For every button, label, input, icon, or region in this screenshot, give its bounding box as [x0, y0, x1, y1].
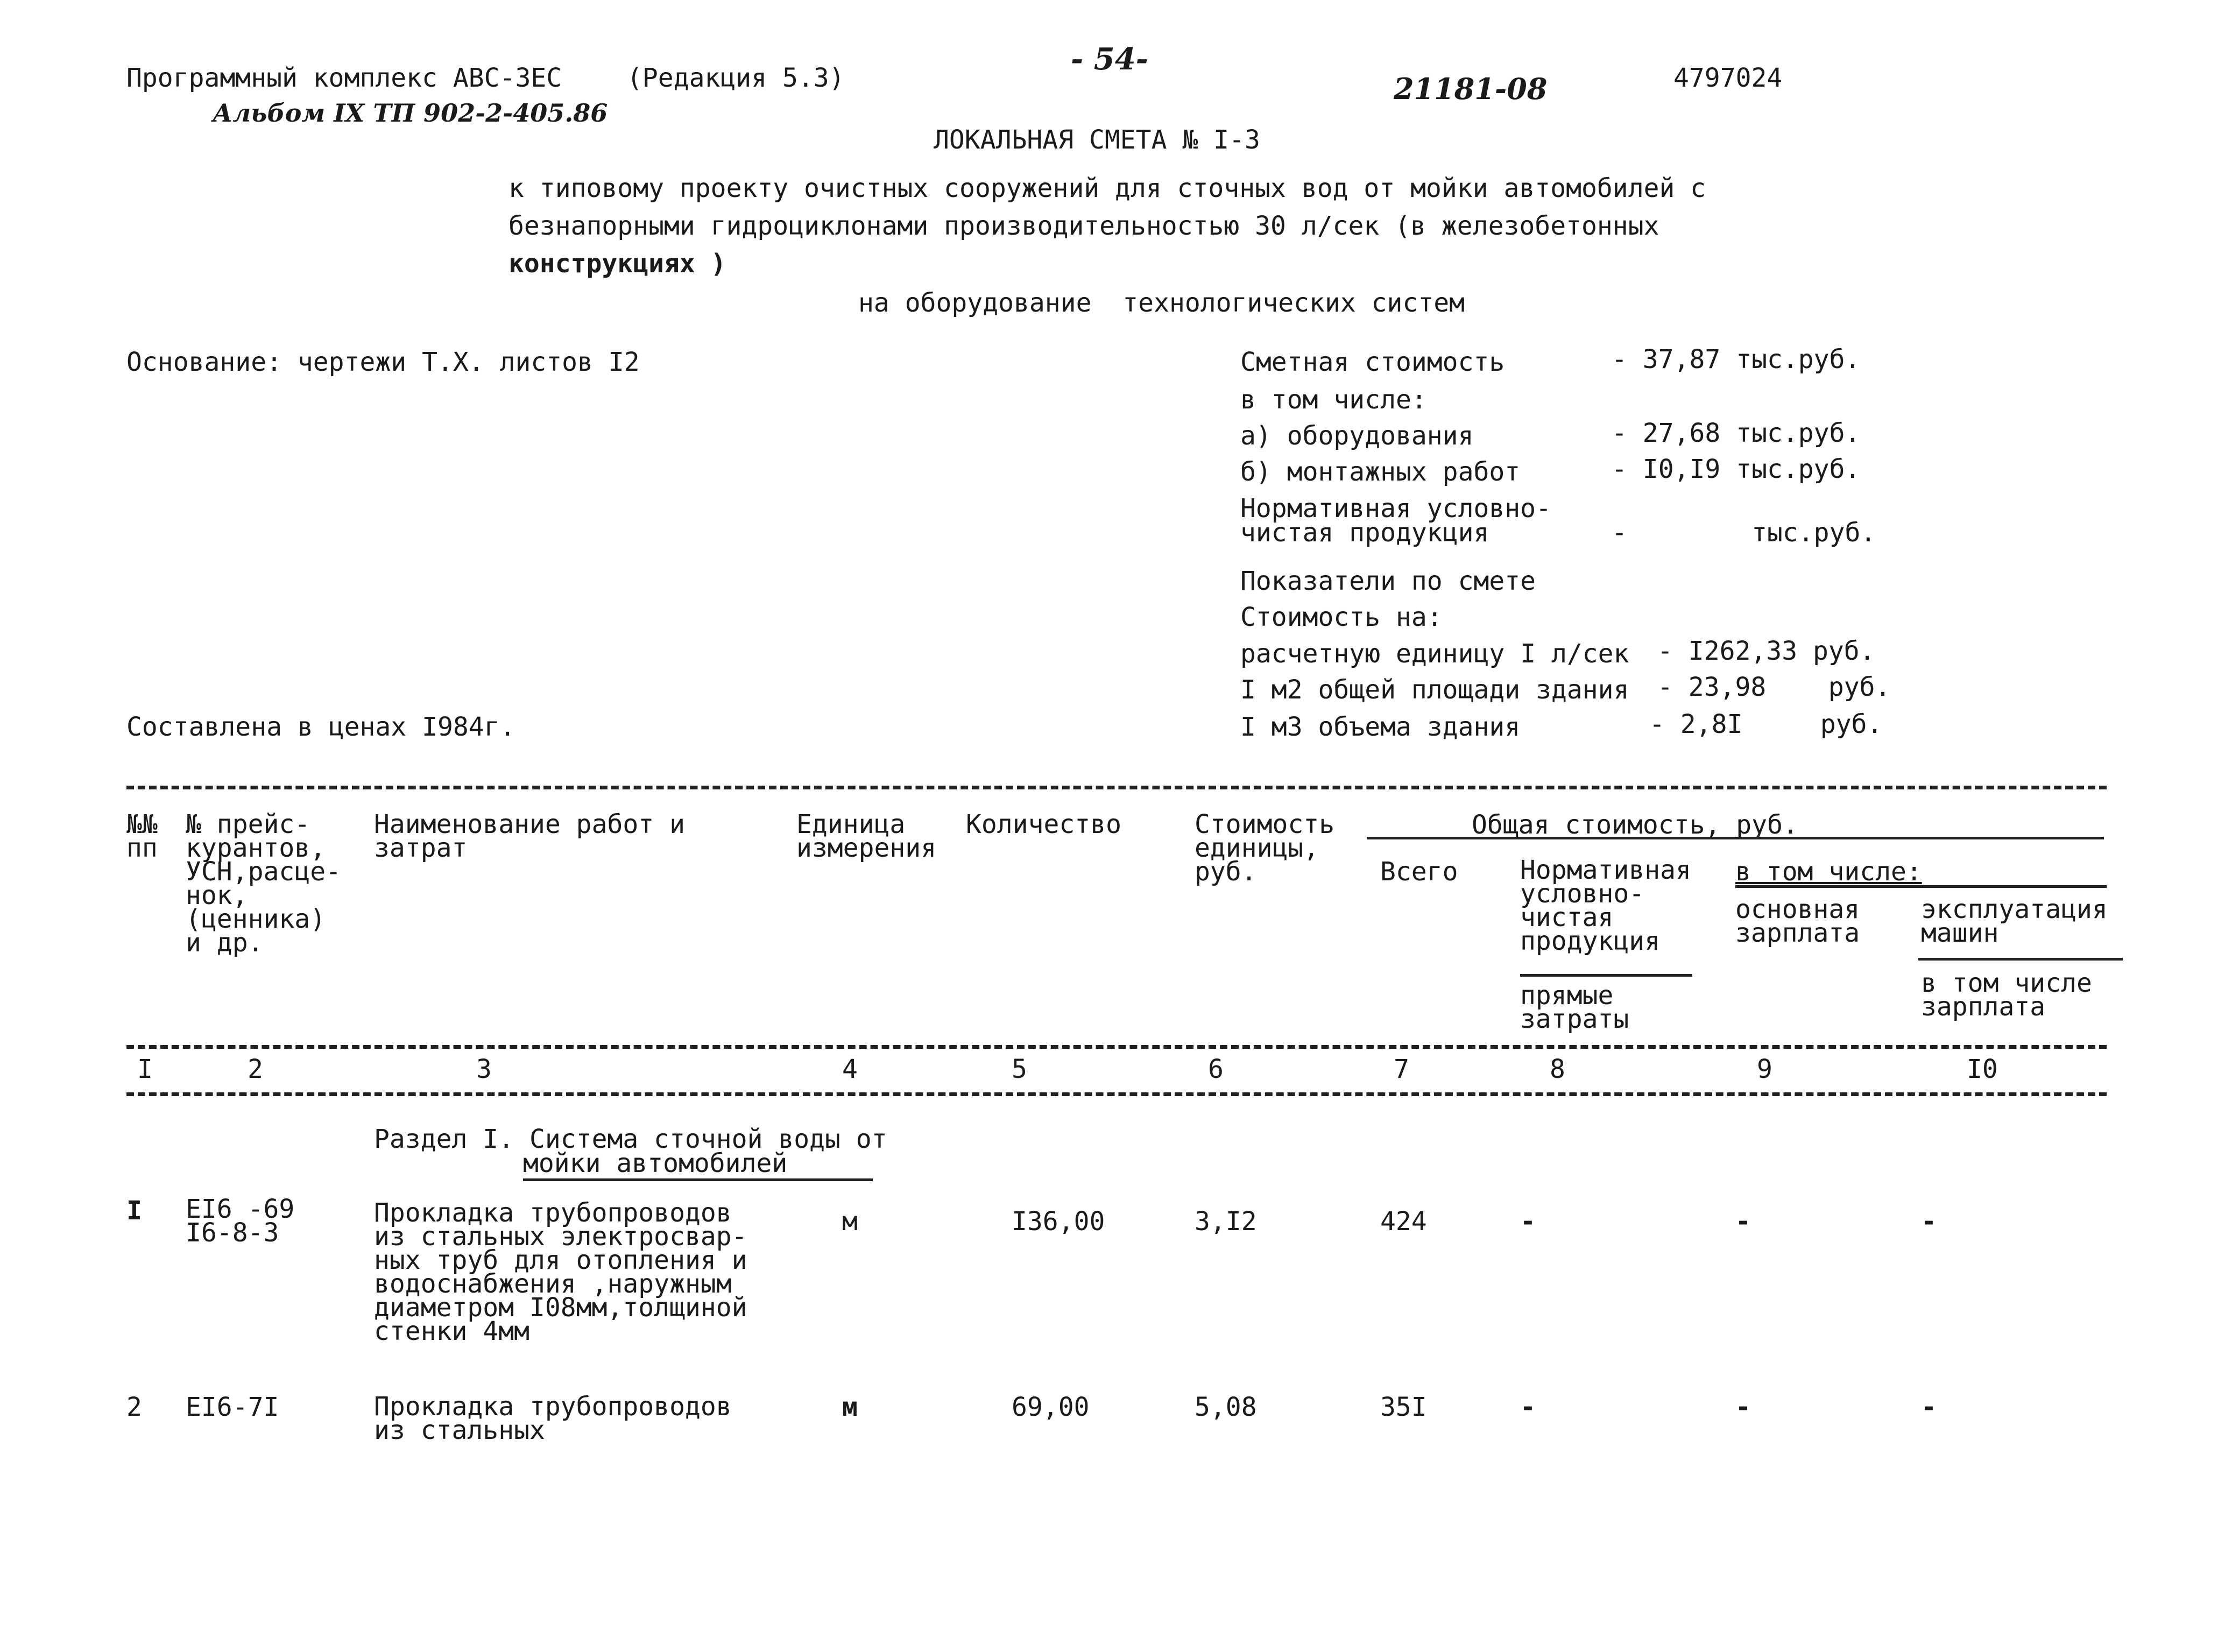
- installation-label: б) монтажных работ: [1240, 457, 1521, 487]
- row-quantity: 69,00: [1012, 1392, 1090, 1422]
- col-header-quantity: Количество: [966, 809, 1121, 839]
- table-top-rule: [126, 786, 2107, 789]
- col-header-base-salary: основная зарплата: [1735, 894, 1860, 948]
- row-name: Прокладка трубопроводов из стальных электросвар- ных труб для отопления и водоснабжения ,наружным диаметром I08мм,толщиной стенки 4мм: [374, 1198, 747, 1346]
- section-title-line-1: Раздел I. Система сточной воды от: [374, 1124, 887, 1154]
- document-code: 21181-08: [1394, 72, 1548, 106]
- per-m3-value: - 2,8I руб.: [1649, 709, 1883, 739]
- indicators-label: Показатели по смете: [1240, 566, 1536, 596]
- row-unit: м: [842, 1206, 858, 1237]
- col-header-unit-cost: Стоимость единицы, руб.: [1195, 809, 1335, 887]
- total-group-underline: [1367, 837, 2104, 839]
- program-name: Программный комплекс АВС-3ЕС: [126, 63, 562, 93]
- row-code: EI6 -69 I6-8-3: [186, 1194, 295, 1248]
- numbers-bottom-rule: [126, 1092, 2107, 1096]
- col-number-8: 8: [1550, 1054, 1565, 1084]
- including-underline: [1735, 885, 2107, 888]
- net-production-label-1: Нормативная условно-: [1240, 493, 1551, 524]
- installation-value: - I0,I9 тыс.руб.: [1612, 454, 1861, 484]
- estimated-cost-label: Сметная стоимость: [1240, 347, 1505, 377]
- row-number: I: [126, 1196, 142, 1226]
- row-code: EI6-7I: [186, 1392, 279, 1422]
- prices-year: Составлена в ценах I984г.: [126, 712, 515, 742]
- per-unit-value: - I262,33 руб.: [1657, 636, 1875, 666]
- row-unit-price: 5,08: [1195, 1392, 1257, 1422]
- col-header-price-list: № прейс- курантов, УСН,расце- нок, (ценника) и др.: [186, 809, 341, 958]
- col-header-number: №№ пп: [126, 809, 158, 863]
- col-number-1: I: [137, 1054, 153, 1084]
- basis: Основание: чертежи Т.Х. листов I2: [126, 347, 640, 377]
- header-bottom-rule: [126, 1045, 2107, 1049]
- edition: (Редакция 5.3): [627, 63, 845, 93]
- col-number-4: 4: [842, 1054, 858, 1084]
- col-number-2: 2: [248, 1054, 263, 1084]
- col-number-10: I0: [1967, 1054, 1998, 1084]
- col-number-3: 3: [476, 1054, 492, 1084]
- col-header-net-production: Нормативная условно- чистая продукция: [1520, 855, 1691, 956]
- net-production-underline: [1520, 974, 1692, 977]
- subtitle-line-2: безнапорными гидроциклонами производительностью 30 л/сек (в железобетонных: [508, 211, 1659, 241]
- equipment-value: - 27,68 тыс.руб.: [1612, 418, 1861, 448]
- page-number: - 54-: [1071, 41, 1148, 77]
- per-m2-label: I м2 общей площади здания: [1240, 675, 1629, 705]
- including-label: в том числе:: [1240, 385, 1427, 415]
- document-number: 4797024: [1673, 63, 1783, 93]
- col-number-6: 6: [1208, 1054, 1224, 1084]
- subtitle-line-3: конструкциях ): [508, 249, 726, 279]
- col-header-unit: Единица измерения: [796, 809, 937, 863]
- estimated-cost-value: - 37,87 тыс.руб.: [1612, 344, 1861, 375]
- subtitle-line-4: на оборудование технологических систем: [858, 288, 1465, 318]
- section-underline: [523, 1178, 873, 1181]
- net-production-label-2: чистая продукция: [1240, 518, 1489, 548]
- col-number-9: 9: [1757, 1054, 1772, 1084]
- section-title-line-2: мойки автомобилей: [523, 1148, 788, 1178]
- machine-operation-underline: [1918, 958, 2123, 961]
- row-number: 2: [126, 1392, 142, 1422]
- row-machine-operation: -: [1921, 1206, 1937, 1237]
- col-header-work-name: Наименование работ и затрат: [374, 809, 685, 863]
- document-title: ЛОКАЛЬНАЯ СМЕТА № I-3: [934, 125, 1260, 155]
- subtitle-line-1: к типовому проекту очистных сооружений для сточных вод от мойки автомобилей с: [508, 173, 1706, 203]
- row-total: 424: [1380, 1206, 1427, 1237]
- row-base-salary: -: [1735, 1392, 1751, 1422]
- col-group-total-cost: Общая стоимость, руб.: [1472, 810, 1798, 840]
- row-net-production: -: [1520, 1392, 1536, 1422]
- per-m3-label: I м3 объема здания: [1240, 712, 1521, 742]
- row-quantity: I36,00: [1012, 1206, 1105, 1237]
- col-header-direct-costs: прямые затраты: [1520, 980, 1629, 1034]
- row-unit: м: [842, 1392, 858, 1422]
- per-m2-value: - 23,98 руб.: [1657, 672, 1891, 702]
- row-unit-price: 3,I2: [1195, 1206, 1257, 1237]
- col-number-7: 7: [1394, 1054, 1409, 1084]
- row-machine-operation: -: [1921, 1392, 1937, 1422]
- net-production-value: - тыс.руб.: [1612, 518, 1876, 548]
- row-net-production: -: [1520, 1206, 1536, 1237]
- col-header-machine-operation: эксплуатация машин: [1921, 894, 2108, 948]
- row-base-salary: -: [1735, 1206, 1751, 1237]
- row-total: 35I: [1380, 1392, 1427, 1422]
- col-header-including: в том числе:: [1735, 857, 1922, 887]
- col-header-machine-salary: в том числе зарплата: [1921, 968, 2092, 1022]
- equipment-label: а) оборудования: [1240, 421, 1474, 451]
- col-header-total: Всего: [1380, 857, 1458, 887]
- col-number-5: 5: [1012, 1054, 1027, 1084]
- row-name: Прокладка трубопроводов из стальных: [374, 1392, 732, 1445]
- per-unit-label: расчетную единицу I л/сек: [1240, 639, 1629, 669]
- cost-per-label: Стоимость на:: [1240, 602, 1443, 632]
- album-note: Альбом IX ТП 902-2-405.86: [213, 98, 608, 128]
